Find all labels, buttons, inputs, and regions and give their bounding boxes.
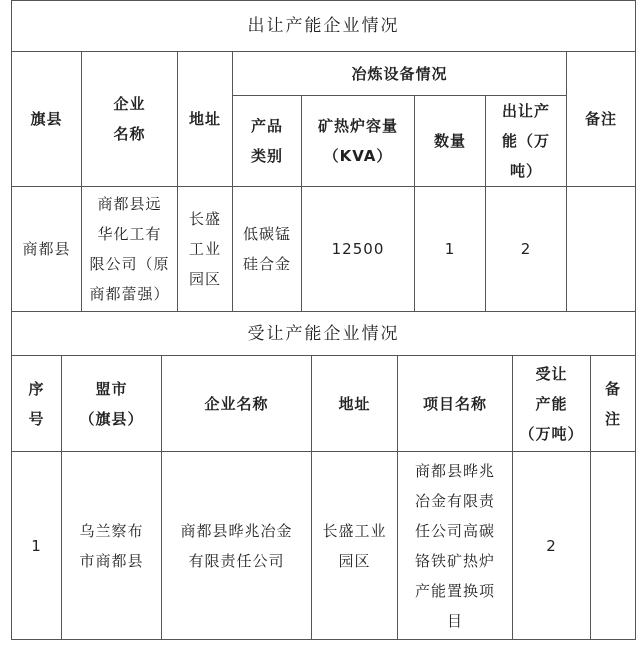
cell-furnace-capacity: 12500 [302, 187, 415, 312]
header-seq: 序 号 [12, 356, 62, 452]
incoming-table-title: 受让产能企业情况 [12, 312, 636, 356]
table-row [12, 187, 636, 312]
header-address: 地址 [178, 52, 233, 187]
header-received-capacity: 受让 产能 （万吨） [513, 356, 591, 452]
header-project-name: 项目名称 [398, 356, 513, 452]
header-transfer-capacity: 出让产 能（万 吨） [486, 96, 567, 187]
cell-quantity: 1 [415, 187, 486, 312]
outgoing-capacity-table [11, 0, 636, 312]
header-equipment-group: 冶炼设备情况 [233, 52, 567, 96]
cell-address: 长盛工业 园区 [312, 452, 398, 640]
cell-company-name: 商都县远 华化工有 限公司（原 商都蕾强） [82, 187, 178, 312]
cell-remarks [591, 452, 636, 640]
header-address: 地址 [312, 356, 398, 452]
cell-product-type: 低碳锰 硅合金 [233, 187, 302, 312]
header-company-name: 企业名称 [162, 356, 312, 452]
cell-remarks [567, 187, 636, 312]
incoming-capacity-table [11, 311, 636, 640]
cell-received-capacity: 2 [513, 452, 591, 640]
cell-transfer-capacity: 2 [486, 187, 567, 312]
cell-league: 乌兰察布 市商都县 [62, 452, 162, 640]
table-row [12, 452, 636, 640]
header-company-name: 企业 名称 [82, 52, 178, 187]
cell-seq: 1 [12, 452, 62, 640]
header-league: 盟市 （旗县） [62, 356, 162, 452]
outgoing-table-title: 出让产能企业情况 [12, 1, 636, 52]
header-furnace-capacity: 矿热炉容量 （KVA） [302, 96, 415, 187]
header-remarks: 备注 [567, 52, 636, 187]
header-quantity: 数量 [415, 96, 486, 187]
cell-county: 商都县 [12, 187, 82, 312]
cell-project-name: 商都县晔兆 冶金有限责 任公司高碳 铬铁矿热炉 产能置换项 目 [398, 452, 513, 640]
header-product-type: 产品 类别 [233, 96, 302, 187]
header-remarks: 备 注 [591, 356, 636, 452]
header-county: 旗县 [12, 52, 82, 187]
cell-address: 长盛 工业 园区 [178, 187, 233, 312]
cell-company-name: 商都县晔兆冶金 有限责任公司 [162, 452, 312, 640]
